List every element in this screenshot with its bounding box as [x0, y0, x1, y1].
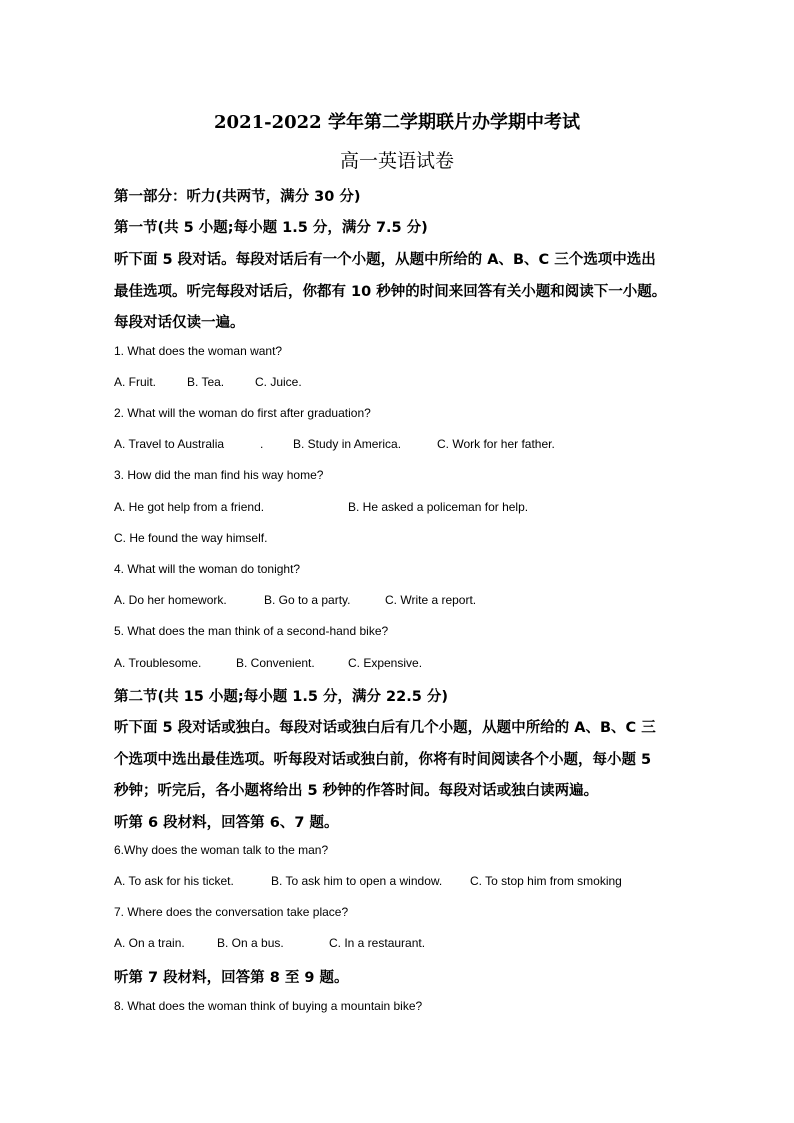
- q3-option-c: C. He found the way himself.: [114, 531, 268, 545]
- q2-option-b: B. Study in America.: [293, 437, 402, 451]
- section1-instruction-line: 最佳选项。听完每段对话后，你都有 10 秒钟的时间来回答有关小题和阅读下一小题。: [114, 284, 667, 300]
- exam-title: 2021-2022 学年第二学期联片办学期中考试: [214, 112, 580, 133]
- section1-heading: 第一节(共 5 小题;每小题 1.5 分，满分 7.5 分): [114, 220, 428, 236]
- section2-instruction-line: 个选项中选出最佳选项。听每段对话或独白前，你将有时间阅读各个小题，每小题 5: [114, 752, 652, 768]
- q6-option-c: C. To stop him from smoking: [470, 874, 622, 888]
- section2-instruction-line: 秒钟；听完后，各小题将给出 5 秒钟的作答时间。每段对话或独白读两遍。: [114, 783, 599, 799]
- question-6: 6.Why does the woman talk to the man?: [114, 843, 329, 857]
- q7-option-a: A. On a train.: [114, 936, 185, 950]
- q3-option-a: A. He got help from a friend.: [114, 500, 265, 514]
- question-8: 8. What does the woman think of buying a mountain bike?: [114, 999, 423, 1013]
- section1-instruction-line: 每段对话仅读一遍。: [114, 315, 245, 331]
- question-3: 3. How did the man find his way home?: [114, 468, 324, 482]
- q5-option-b: B. Convenient.: [236, 656, 315, 670]
- material-6-heading: 听第 6 段材料，回答第 6、7 题。: [114, 815, 339, 831]
- question-5: 5. What does the man think of a second-hand bike?: [114, 624, 389, 638]
- q5-option-c: C. Expensive.: [348, 656, 423, 670]
- q1-option-c: C. Juice.: [255, 375, 302, 389]
- section2-heading: 第二节(共 15 小题;每小题 1.5 分，满分 22.5 分): [114, 689, 448, 705]
- q3-option-b: B. He asked a policeman for help.: [348, 500, 529, 514]
- q2-option-a: A. Travel to Australia: [114, 437, 225, 451]
- q5-option-a: A. Troublesome.: [114, 656, 202, 670]
- q4-option-a: A. Do her homework.: [114, 593, 227, 607]
- q4-option-b: B. Go to a party.: [264, 593, 351, 607]
- q7-option-c: C. In a restaurant.: [329, 936, 426, 950]
- q4-option-c: C. Write a report.: [385, 593, 477, 607]
- q1-option-a: A. Fruit.: [114, 375, 157, 389]
- question-4: 4. What will the woman do tonight?: [114, 562, 301, 576]
- question-7: 7. Where does the conversation take place?: [114, 905, 349, 919]
- q6-option-a: A. To ask for his ticket.: [114, 874, 234, 888]
- q1-option-b: B. Tea.: [187, 375, 225, 389]
- section2-instruction-line: 听下面 5 段对话或独白。每段对话或独白后有几个小题，从题中所给的 A、B、C 三: [114, 720, 656, 736]
- part1-heading: 第一部分：听力(共两节，满分 30 分): [114, 189, 361, 205]
- q6-option-b: B. To ask him to open a window.: [271, 874, 443, 888]
- q2-option-c: C. Work for her father.: [437, 437, 555, 451]
- exam-subtitle: 高一英语试卷: [339, 150, 454, 172]
- question-1: 1. What does the woman want?: [114, 344, 283, 358]
- section1-instruction-line: 听下面 5 段对话。每段对话后有一个小题，从题中所给的 A、B、C 三个选项中选出: [114, 252, 656, 268]
- q2-option-dot: .: [260, 437, 264, 451]
- question-2: 2. What will the woman do first after graduation?: [114, 406, 371, 420]
- q7-option-b: B. On a bus.: [217, 936, 284, 950]
- material-7-heading: 听第 7 段材料，回答第 8 至 9 题。: [114, 970, 349, 986]
